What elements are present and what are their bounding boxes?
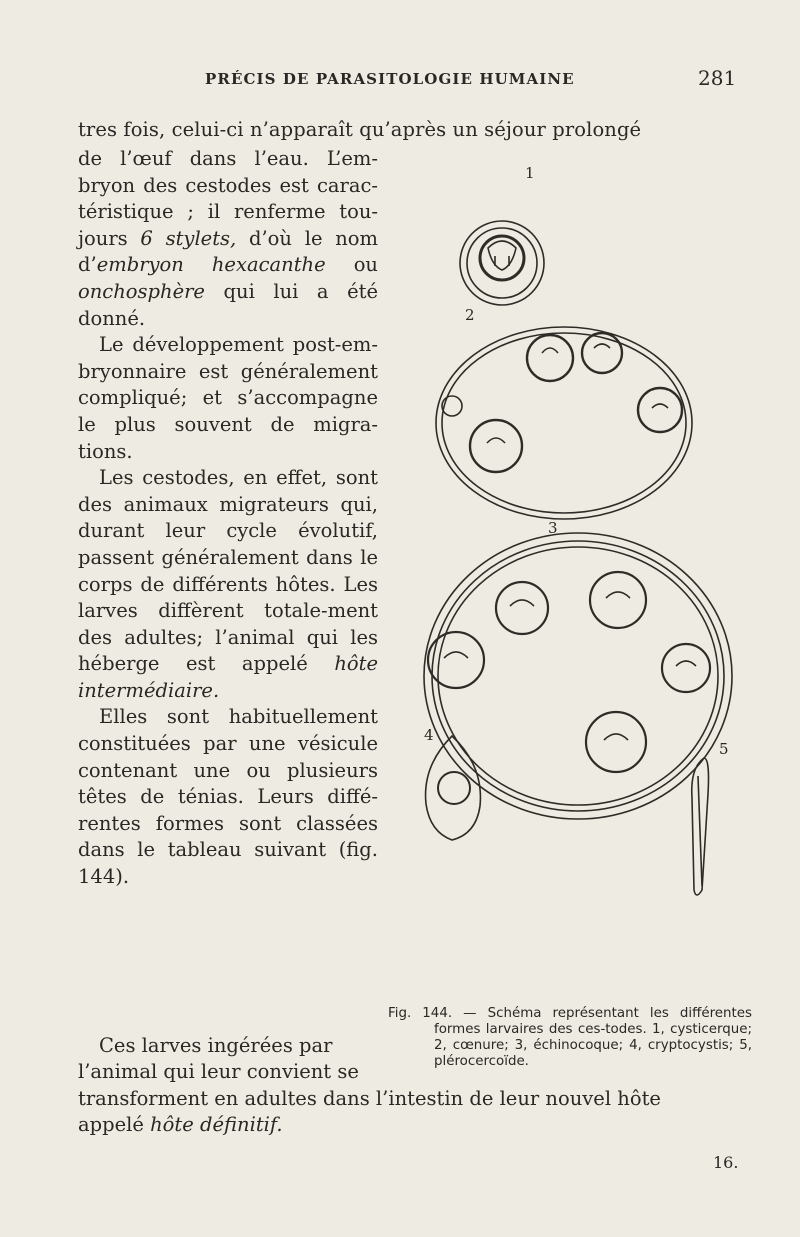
paragraph-4: Elles sont habituellement constituées par une vésicule contenant une ou plusieurs têtes de ténias. Leurs diffé-rentes formes sont classées dans le tableau suivant (fig. 144). <box>78 705 378 889</box>
plerocercoid-drawing <box>692 758 709 895</box>
paragraph-1: de l’œuf dans l’eau. L’em-bryon des cestodes est carac-téristique ; il renferme tou-jours 6 stylets, d’où le nom d’embryon hexacanthe ou onchosphère qui lui a été donné. <box>78 147 378 330</box>
text-line-first: tres fois, celui-ci n’apparaît qu’après un séjour prolongé <box>78 118 642 141</box>
page-number: 281 <box>698 66 737 90</box>
figure-label: 3 <box>548 519 558 537</box>
figure-label: 4 <box>424 726 434 744</box>
text-column <box>78 146 378 891</box>
paragraph-5-rest: l’animal qui leur convient se transforment en adultes dans l’intestin de leur nouvel hôte appelé hôte définitif. <box>78 1060 661 1137</box>
cryptocystis-drawing <box>426 736 481 840</box>
paragraph-5-start: Ces larves ingérées par <box>99 1034 333 1057</box>
echinococcus-drawing <box>424 533 732 819</box>
running-title: PRÉCIS DE PARASITOLOGIE HUMAINE <box>205 70 575 88</box>
figure-caption: Fig. 144. — Schéma représentant les différentes formes larvaires des ces-todes. 1, cysticerque; 2, cœnure; 3, échinocoque; 4, cryptocystis; 5, plérocercoïde. <box>388 1006 752 1069</box>
running-head <box>0 66 800 94</box>
cysticercus-drawing <box>460 221 544 305</box>
paragraph-3: Les cestodes, en effet, sont des animaux migrateurs qui, durant leur cycle évolutif, passent généralement dans le corps de différents hôtes. Les larves diffèrent totale-ment des adultes; l’animal qui les héberge est appelé hôte intermédiaire. <box>78 466 379 702</box>
paragraph-2: Le développement post-em-bryonnaire est généralement compliqué; et s’accompagne le plus souvent de migra-tions. <box>78 333 378 463</box>
figure-label: 5 <box>719 740 729 758</box>
larval-forms-figure <box>392 148 748 1004</box>
signature-mark: 16. <box>713 1153 739 1172</box>
figure-label: 1 <box>525 164 535 182</box>
coenurus-drawing <box>436 327 692 519</box>
figure-label: 2 <box>465 306 475 324</box>
